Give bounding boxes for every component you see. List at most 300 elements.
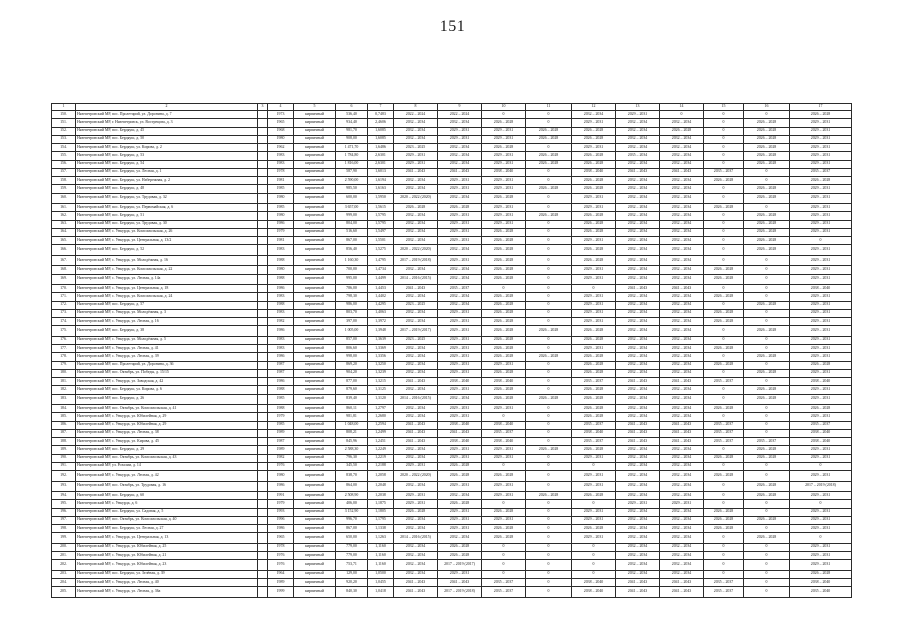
table-cell: 2032 – 2034 [660,336,704,344]
table-cell: 0 [526,525,572,533]
table-cell: 2029 – 2031 [572,309,616,317]
table-cell: 0 [704,500,744,508]
table-cell: 2041 – 2043 [660,378,704,386]
row-number-cell: 176. [52,336,76,344]
table-cell: 1989 [268,429,294,437]
column-number: 4 [268,104,294,111]
table-cell [258,345,268,353]
table-cell [258,516,268,524]
table-cell: 1980 [268,135,294,143]
table-cell: 2032 – 2034 [616,119,660,127]
table-cell: 2029 – 2031 [482,152,526,160]
table-cell: 2032 – 2034 [616,353,660,361]
table-cell: 1962 [268,144,294,152]
table-cell: 2029 – 2031 [572,481,616,492]
table-row [52,228,852,236]
table-cell: 1,5795 [368,212,394,220]
table-cell: 2041 – 2043 [394,378,438,386]
table-cell: 1,6194 [368,177,394,185]
table-cell: 2026 – 2028 [438,543,482,551]
table-cell: 2026 – 2028 [482,394,526,405]
table-cell: кирпичный [294,446,336,454]
table-cell: 0 [704,212,744,220]
table-cell: 2029 – 2031 [394,160,438,168]
table-cell: 857,00 [336,336,368,344]
table-row [52,127,852,135]
table-cell: 2032 – 2034 [660,160,704,168]
table-cell: 2032 – 2034 [660,508,704,516]
row-number-cell: 180. [52,369,76,377]
table-cell: 2032 – 2034 [660,446,704,454]
table-cell: 1982 [268,318,294,326]
housing-register-table [51,103,852,598]
row-number-cell: 165. [52,237,76,245]
table-cell: 2029 – 2031 [438,326,482,337]
address-cell: Нязепетровский МР, с. Ункурда, ул. Лесная, д. 42 [76,471,258,482]
table-cell: 2026 – 2028 [482,471,526,482]
table-cell [258,318,268,326]
table-cell: 1988 [268,405,294,413]
table-cell: 2026 – 2028 [572,386,616,394]
table-cell: 838,70 [336,471,368,482]
address-cell: Нязепетровский МР, с. Ункурда, ул. Лесная, д. 39 [76,353,258,361]
table-cell: 0 [482,560,526,571]
table-cell: 934,40 [336,119,368,127]
table-cell: 2026 – 2028 [526,127,572,135]
table-cell: 2026 – 2028 [744,516,790,524]
table-cell: 2041 – 2043 [394,285,438,293]
table-cell: 2029 – 2031 [790,255,852,266]
address-cell: Нязепетровский МР, с. Ункурда, д. 6 [76,500,258,508]
table-cell: 2032 – 2034 [660,353,704,361]
table-cell: 2032 – 2034 [660,220,704,228]
table-cell: 2041 – 2043 [660,429,704,437]
table-cell: 2029 – 2031 [790,127,852,135]
table-cell: 0 [744,570,790,578]
table-cell: 0 [572,500,616,508]
table-cell: 129,00 [336,570,368,578]
table-cell: 2026 – 2028 [744,454,790,462]
table-cell: 0 [744,421,790,429]
table-cell: 2038 – 2040 [482,438,526,446]
table-cell: 2029 – 2031 [482,446,526,454]
table-cell: 2026 – 2028 [526,152,572,160]
row-number-cell: 155. [52,152,76,160]
table-cell: 2032 – 2034 [394,309,438,317]
table-cell: 2032 – 2034 [394,119,438,127]
column-number: 7 [368,104,394,111]
table-cell: 2026 – 2028 [482,533,526,544]
table-cell: 1,3369 [368,345,394,353]
row-number-cell: 152. [52,127,76,135]
table-cell: 0 [704,152,744,160]
table-cell: 2032 – 2034 [394,516,438,524]
table-cell: 2032 – 2034 [616,492,660,500]
table-cell: 1982 [268,454,294,462]
table-cell: 2026 – 2028 [744,245,790,256]
row-number-cell: 179. [52,361,76,369]
table-cell: 2026 – 2028 [482,369,526,377]
table-cell: 2035 – 2037 [704,587,744,598]
table-cell: 2026 – 2028 [526,353,572,361]
table-row [52,212,852,220]
table-cell: 867,00 [336,525,368,533]
table-row [52,533,852,544]
table-cell: 2026 – 2028 [744,533,790,544]
table-row [52,579,852,587]
row-number-cell: 151. [52,119,76,127]
table-cell: 0 [526,454,572,462]
table-cell: кирпичный [294,386,336,394]
table-cell: 0 [704,533,744,544]
table-cell: 2029 – 2031 [790,135,852,143]
table-cell: 2029 – 2031 [790,301,852,309]
table-cell: 0 [526,516,572,524]
table-cell: 2029 – 2031 [482,481,526,492]
column-number: 12 [572,104,616,111]
address-cell: Нязепетровский МР, с. Ункурда, ул. Лесная, д. 38 [76,429,258,437]
table-cell: 2017 – 2019 (2018) [790,481,852,492]
row-number-cell: 193. [52,481,76,492]
table-cell: 2026 – 2028 [704,293,744,301]
table-cell: 2038 – 2040 [790,285,852,293]
table-cell [258,508,268,516]
table-cell: 1988 [268,274,294,285]
table-cell [258,326,268,337]
table-cell: 2032 – 2034 [660,516,704,524]
table-cell: 2032 – 2034 [616,552,660,560]
table-cell: 2035 – 2034 [616,152,660,160]
address-cell: Нязепетровский МР, пос. Бердяуш, д. 29 [76,446,258,454]
table-cell: 2029 – 2031 [572,345,616,353]
table-cell: 2026 – 2028 [572,212,616,220]
table-cell: 0 [744,413,790,421]
table-cell: 1980 [268,212,294,220]
table-cell: 2038 – 2040 [482,378,526,386]
table-row [52,204,852,212]
table-cell: 345,50 [336,462,368,470]
table-cell: 2032 – 2034 [394,361,438,369]
table-cell: кирпичный [294,309,336,317]
table-cell: 2032 – 2034 [660,413,704,421]
table-cell: 2032 – 2034 [394,293,438,301]
table-cell: 2026 – 2028 [572,185,616,193]
table-cell: 2032 – 2034 [660,326,704,337]
table-cell: 0 [526,285,572,293]
table-cell: 0 [744,525,790,533]
table-cell: 1,2188 [368,462,394,470]
table-cell: 2026 – 2028 [660,127,704,135]
table-row [52,152,852,160]
table-cell: 2029 – 2031 [790,446,852,454]
table-cell: 0 [790,500,852,508]
address-cell: Нязепетровский МР, пос. Бердяуш, д. 26 [76,394,258,405]
address-cell: Нязепетровский МР, пос. Бердяуш, ул. Кирова, д. 2 [76,144,258,152]
table-cell: 2017 – 2019 (2017) [394,326,438,337]
table-cell [258,369,268,377]
table-cell: 2029 – 2031 [572,471,616,482]
table-cell: 2029 – 2031 [790,220,852,228]
table-cell: 1,1160 [368,560,394,571]
table-cell: 0 [704,543,744,551]
table-cell [258,421,268,429]
table-row [52,293,852,301]
table-cell: 2032 – 2034 [394,127,438,135]
table-cell: 2029 – 2031 [438,481,482,492]
table-cell: 2026 – 2028 [744,446,790,454]
table-cell: 981,81 [336,413,368,421]
table-cell: 2029 – 2031 [572,193,616,204]
table-cell: кирпичный [294,266,336,274]
table-cell: 2032 – 2034 [394,212,438,220]
table-cell: 856,40 [336,245,368,256]
table-cell: 2029 – 2031 [482,160,526,168]
table-row [52,245,852,256]
table-cell: 0 [526,111,572,119]
table-cell: 2026 – 2028 [572,413,616,421]
table-cell: 2038 – 2040 [572,429,616,437]
row-number-cell: 187. [52,429,76,437]
table-cell: 1 816,00 [336,160,368,168]
table-cell: 0 [744,579,790,587]
table-cell: 869,20 [336,361,368,369]
table-cell: 2029 – 2031 [790,543,852,551]
table-cell [258,413,268,421]
table-cell: 1986 [268,525,294,533]
address-cell: Нязепетровский МР, пос. Бердяуш, д. 60 [76,492,258,500]
table-cell: 2032 – 2034 [616,560,660,571]
table-cell: 2032 – 2034 [394,237,438,245]
table-cell: кирпичный [294,500,336,508]
table-row [52,500,852,508]
row-number-cell: 197. [52,516,76,524]
table-cell: 0 [526,119,572,127]
table-cell: 2026 – 2028 [482,301,526,309]
table-cell: 2032 – 2034 [616,543,660,551]
table-cell: 2029 – 2031 [438,212,482,220]
table-cell: 2035 – 2037 [482,429,526,437]
table-cell: кирпичный [294,255,336,266]
table-cell: 2026 – 2028 [572,369,616,377]
table-row [52,462,852,470]
table-cell: 1983 [268,152,294,160]
table-cell: 1996 [268,516,294,524]
table-cell: 2026 – 2028 [572,326,616,337]
table-row [52,405,852,413]
table-cell: 2032 – 2034 [394,570,438,578]
table-cell: 2029 – 2031 [616,111,660,119]
table-cell: 0 [482,570,526,578]
table-cell: 1,4795 [368,255,394,266]
row-number-cell: 195. [52,500,76,508]
table-cell: 0 [744,471,790,482]
table-cell: 2032 – 2034 [616,336,660,344]
table-cell: 2026 – 2028 [482,353,526,361]
table-cell: 2023 – 2025 [394,144,438,152]
table-cell: 2032 – 2034 [438,193,482,204]
table-cell: 0 [744,508,790,516]
table-cell: 1,0500 [368,570,394,578]
table-cell: кирпичный [294,353,336,361]
address-cell: Нязепетровский МР, пос. Бердяуш, д. 48 [76,185,258,193]
table-cell: 0 [744,500,790,508]
table-cell: 0 [744,168,790,176]
table-cell: 2029 – 2031 [790,394,852,405]
table-cell: 0 [526,336,572,344]
table-cell: 2032 – 2034 [660,301,704,309]
table-cell: 2020 – 2022 (2020) [394,193,438,204]
table-cell: 2029 – 2031 [438,127,482,135]
table-cell [258,212,268,220]
table-cell: кирпичный [294,543,336,551]
table-cell: 1988 [268,386,294,394]
table-cell: 2032 – 2034 [616,471,660,482]
table-cell: 0 [704,492,744,500]
table-cell: 0 [572,543,616,551]
table-cell: 2029 – 2031 [482,516,526,524]
column-number: 17 [790,104,852,111]
table-cell: 1,3639 [368,336,394,344]
table-cell: 2026 – 2028 [438,552,482,560]
table-cell: 999,00 [336,212,368,220]
address-cell: Нязепетровский МР, пос. Бердяуш, д. 52 [76,245,258,256]
row-number-cell: 202. [52,560,76,571]
table-row [52,570,852,578]
table-cell: 2041 – 2043 [616,438,660,446]
table-cell: 2032 – 2034 [660,492,704,500]
table-cell [258,353,268,361]
table-cell: 2026 – 2028 [572,152,616,160]
table-cell: 0 [526,204,572,212]
table-cell: 2 590,00 [336,177,368,185]
address-cell: Нязепетровский МР, пос. Бердяуш, ул. Садовая, д. 5 [76,508,258,516]
table-cell: 1,6085 [368,127,394,135]
table-cell: 2032 – 2034 [660,266,704,274]
table-cell: 2029 – 2031 [790,454,852,462]
table-cell: 2038 – 2040 [572,587,616,598]
table-cell: 2032 – 2034 [394,220,438,228]
table-cell: 2032 – 2034 [660,309,704,317]
table-cell: кирпичный [294,274,336,285]
row-number-cell: 183. [52,394,76,405]
address-cell: Нязепетровский МР, с. Ункурда, ул. Центральная, д. 13/2 [76,237,258,245]
table-cell: 0 [526,533,572,544]
table-cell: 1988 [268,255,294,266]
table-cell: 2032 – 2034 [394,386,438,394]
table-cell: 803,70 [336,309,368,317]
table-cell: 2026 – 2028 [744,127,790,135]
row-number-cell: 188. [52,438,76,446]
table-cell: 1986 [268,220,294,228]
table-cell [258,119,268,127]
table-cell: 0 [704,369,744,377]
table-cell: 986,00 [336,301,368,309]
address-cell: Нязепетровский МР, с. Ункурда, ул. Комсомольская, д. 22 [76,266,258,274]
row-number-cell: 159. [52,185,76,193]
table-cell: 2026 – 2028 [526,135,572,143]
table-cell: 0 [704,193,744,204]
table-cell: 2026 – 2028 [704,309,744,317]
table-cell: 2026 – 2028 [744,160,790,168]
table-cell: 2029 – 2031 [616,500,660,508]
table-cell: 2032 – 2034 [660,570,704,578]
column-number: 5 [294,104,336,111]
table-cell: 2029 – 2031 [438,345,482,353]
table-cell: 2026 – 2028 [482,318,526,326]
table-cell: 2032 – 2034 [660,462,704,470]
page-number: 151 [439,18,466,35]
table-cell: 2032 – 2034 [616,525,660,533]
table-cell: кирпичный [294,152,336,160]
table-cell: 2032 – 2034 [616,160,660,168]
row-number-cell: 175. [52,326,76,337]
row-number-cell: 190. [52,454,76,462]
table-cell: 1985 [268,421,294,429]
table-cell: 2029 – 2031 [790,560,852,571]
row-number-cell: 182. [52,386,76,394]
table-cell: 2035 – 2037 [572,438,616,446]
table-cell [258,543,268,551]
table-cell: 2029 – 2031 [790,160,852,168]
table-cell: 2032 – 2034 [394,543,438,551]
table-cell [258,255,268,266]
table-cell: 2029 – 2031 [572,318,616,326]
table-cell: 2038 – 2040 [482,168,526,176]
table-cell: 0 [660,111,704,119]
table-row [52,386,852,394]
table-cell: 2026 – 2028 [572,135,616,143]
table-cell: 1,2797 [368,405,394,413]
table-cell: 1,4402 [368,293,394,301]
table-row [52,394,852,405]
table-cell: 2026 – 2028 [704,525,744,533]
table-cell: 1,0455 [368,579,394,587]
table-cell: 0 [526,369,572,377]
table-cell: 2026 – 2028 [744,152,790,160]
table-cell: 2029 – 2031 [482,185,526,193]
row-number-cell: 181. [52,378,76,386]
table-cell: 1976 [268,462,294,470]
table-cell [258,500,268,508]
table-cell: 998,00 [336,353,368,361]
table-cell: 2026 – 2028 [572,525,616,533]
table-cell: 2032 – 2034 [660,481,704,492]
table-cell: 2032 – 2034 [660,152,704,160]
table-cell: 798,30 [336,293,368,301]
table-cell: 2029 – 2031 [790,293,852,301]
table-cell: 1,5501 [368,237,394,245]
table-cell [258,471,268,482]
table-row [52,326,852,337]
table-cell: 2029 – 2031 [438,570,482,578]
table-cell: 2026 – 2028 [704,204,744,212]
address-cell: Нязепетровский МР, ул. Розалии, д. 14 [76,462,258,470]
table-cell: 1976 [268,552,294,560]
table-cell: 0 [704,336,744,344]
table-cell: кирпичный [294,394,336,405]
table-cell: 2026 – 2028 [704,266,744,274]
address-cell: Нязепетровский МР, с. Ункурда, ул. Лесная, д. 36а [76,587,258,598]
address-cell: Нязепетровский МР, пос. Бердяуш, д. 51 [76,212,258,220]
address-cell: Нязепетровский МР, с. Ункурда, ул. Молодёжная, д. 5 [76,336,258,344]
row-number-cell: 184. [52,405,76,413]
table-row [52,168,852,176]
table-cell: 2032 – 2034 [660,543,704,551]
table-cell: 0 [526,378,572,386]
table-cell [258,587,268,598]
table-cell: 2041 – 2043 [660,285,704,293]
table-cell: кирпичный [294,481,336,492]
